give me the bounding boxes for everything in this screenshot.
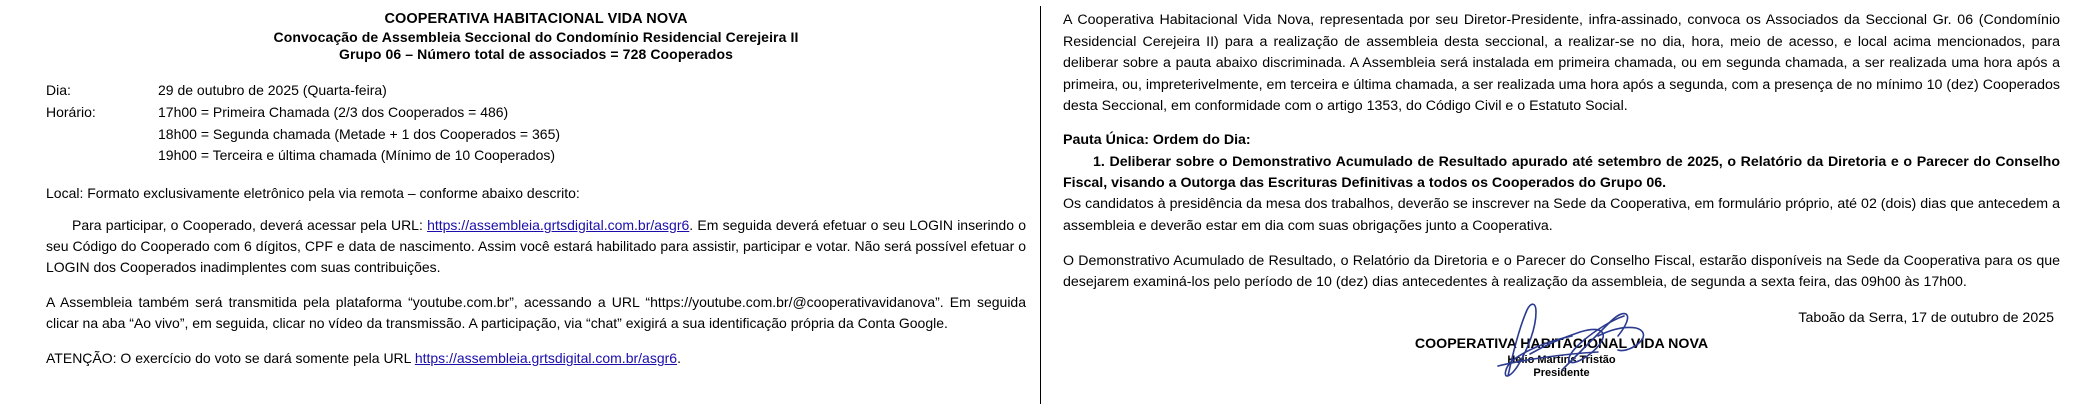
left-column (0, 0, 1040, 410)
header-line-2: Convocação de Assembleia Seccional do Condomínio Residencial Cerejeira II (273, 28, 799, 45)
place-and-date: Taboão da Serra, 17 de outubro de 2025 (1798, 309, 2054, 326)
broadcast-paragraph: A Assembleia também será transmitida pela plataforma “youtube.com.br”, acessando a URL “https://youtube.com.br/@cooperativavidanova”. Em seguida clicar na aba “Ao vivo”, em seguida, clicar no vídeo da transmissão. A participação, via “chat” exigirá a sua identificação própria da Conta Google. (46, 294, 1026, 332)
header-line-3: Grupo 06 – Número total de associados = 728 Cooperados (338, 46, 734, 63)
document-header (46, 10, 1026, 64)
header-line-1: COOPERATIVA HABITACIONAL VIDA NOVA (384, 11, 688, 27)
time-value-1: 17h00 = Primeira Chamada (2/3 dos Cooperados = 486) (158, 104, 509, 121)
time-value-3: 19h00 = Terceira e última chamada (Mínimo de 10 Cooperados) (158, 147, 556, 164)
detail-row-time (46, 102, 1026, 124)
agenda-heading: Pauta Única: Ordem do Dia: (1063, 131, 1251, 148)
participation-suffix: . Em seguida deverá efetuar o seu LOGIN inserindo o seu Código do Cooperado com 6 dígitos, CPF e data de nascimento. Assim você estará habilitado para assistir, participar e votar. Não será possível efetuar o LOGIN dos Cooperados inadimplentes com suas contribuições. (46, 217, 1026, 276)
day-label: Dia: (46, 82, 71, 99)
agenda-item-1: 1. Deliberar sobre o Demonstrativo Acumulado de Resultado apurado até setembro de 2025, o Relatório da Diretoria e o Parecer do Conselho Fiscal, visando a Outorga das Escrituras Definitivas a todos os Cooperados do Grupo 06. (1063, 153, 2060, 192)
participation-paragraph (46, 215, 1026, 278)
day-value: 29 de outubro de 2025 (Quarta-feira) (158, 82, 387, 99)
local-heading: Local: Formato exclusivamente eletrônico pela via remota – conforme abaixo descrito: (46, 185, 580, 202)
signature-block (1063, 336, 2060, 406)
right-column (1041, 0, 2100, 410)
participation-prefix: Para participar, o Cooperado, deverá acessar pela URL: (72, 217, 428, 234)
signature-name: Hélio Martins Tristão (1507, 353, 1616, 366)
candidates-paragraph: Os candidatos à presidência da mesa dos trabalhos, deverão se inscrever na Sede da Cooperativa, em formulário próprio, até 02 (dois) dias que antecedem a assembleia e deverão estar em dia com suas obrigações junto a Cooperativa. (1063, 196, 2060, 235)
attention-suffix: . (677, 350, 681, 367)
signature-company: COOPERATIVA HABITACIONAL VIDA NOVA (1414, 335, 1709, 352)
time-value-2: 18h00 = Segunda chamada (Metade + 1 dos Cooperados = 365) (158, 125, 561, 142)
introduction-paragraph: A Cooperativa Habitacional Vida Nova, representada por seu Diretor-Presidente, infra-assinado, convoca os Associados da Seccional Gr. 06 (Condomínio Residencial Cerejeira II) para a realização de assembleia desta seccional, a realizar-se no dia, hora, meio de acesso, e local acima mencionados, para deliberar sobre a pauta abaixo discriminada. A Assembleia será instalada em primeira chamada, ou em segunda chamada, a ser realizada uma hora após a primeira, ou, impreterivelmente, em terceira e última chamada, a ser realizada uma hora após a segunda, com a presença de no mínimo 10 (dez) Cooperados desta Seccional, em conformidade com o artigo 1353, do Código Civil e o Estatuto Social. (1063, 12, 2060, 115)
attention-paragraph (46, 348, 1026, 369)
attention-prefix: ATENÇÃO: O exercício do voto se dará somente pela URL (46, 350, 415, 367)
signature-role: Presidente (1533, 366, 1590, 379)
detail-row-day (46, 80, 1026, 102)
documents-paragraph: O Demonstrativo Acumulado de Resultado, o Relatório da Diretoria e o Parecer do Conselho Fiscal, estarão disponíveis na Sede da Cooperativa para os que desejarem examiná-los pelo período de 10 (dez) dias antecedentes à realização da assembleia, de segunda a sexta feira, das 09h00 às 17h00. (1063, 252, 2060, 291)
vote-url-link[interactable]: https://assembleia.grtsdigital.com.br/asgr6 (414, 350, 678, 367)
meeting-details (46, 80, 1026, 167)
assembly-url-link[interactable]: https://assembleia.grtsdigital.com.br/asgr6 (427, 217, 690, 234)
time-label: Horário: (46, 104, 96, 121)
